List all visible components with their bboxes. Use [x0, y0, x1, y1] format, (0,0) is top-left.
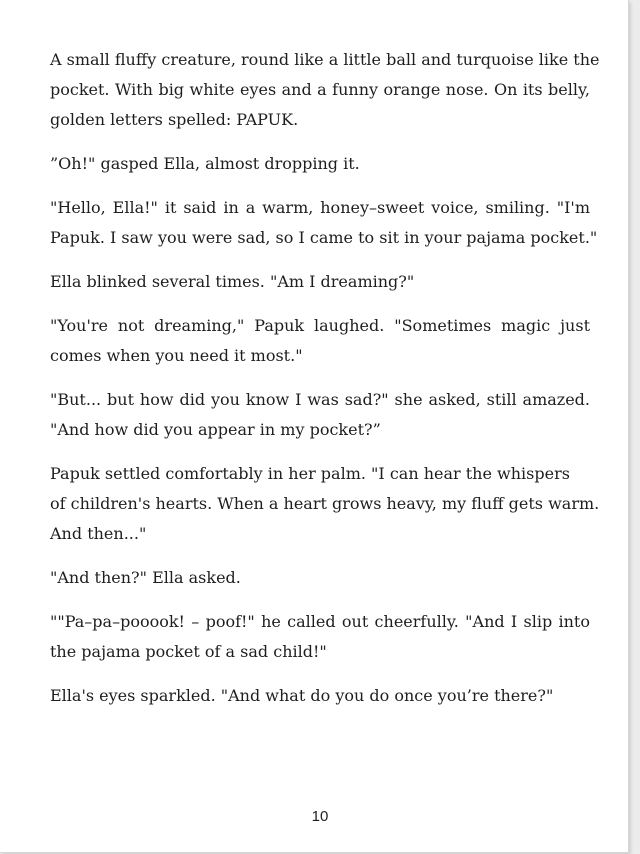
paragraph — [50, 193, 598, 253]
text-line: pocket. With big white eyes and a funny orange nose. On its belly, — [50, 80, 590, 99]
paragraph — [50, 267, 590, 297]
paragraph — [50, 563, 590, 593]
paragraph — [50, 459, 600, 549]
text-line: the pajama pocket of a sad child!" — [50, 642, 327, 661]
text-line: "And how did you appear in my pocket?” — [50, 420, 381, 439]
text-line: Papuk settled comfortably in her palm. "I can hear the whispers — [50, 464, 570, 483]
paragraph — [50, 607, 590, 667]
text-line: of children's hearts. When a heart grows heavy, my fluff gets warm. — [50, 494, 600, 513]
text-line: Ella blinked several times. "Am I dreaming?" — [50, 272, 415, 291]
text-line: And then..." — [50, 524, 147, 543]
text-line: "And then?" Ella asked. — [50, 568, 241, 587]
text-line: ”Oh!" gasped Ella, almost dropping it. — [50, 154, 360, 173]
story-text — [50, 45, 600, 725]
text-line: comes when you need it most." — [50, 346, 303, 365]
page-number: 10 — [311, 808, 329, 825]
paragraph — [50, 149, 590, 179]
text-line: Papuk. I saw you were sad, so I came to sit in your pajama pocket." — [50, 228, 598, 247]
text-line: Ella's eyes sparkled. "And what do you do once you’re there?" — [50, 686, 554, 705]
text-line: "You're not dreaming," Papuk laughed. "Sometimes magic just — [50, 316, 590, 335]
paragraph — [50, 45, 600, 135]
paragraph — [50, 385, 590, 445]
text-line: "Hello, Ella!" it said in a warm, honey–sweet voice, smiling. "I'm — [50, 198, 590, 217]
text-line: golden letters spelled: PAPUK. — [50, 110, 299, 129]
text-line: A small fluffy creature, round like a little ball and turquoise like the — [50, 50, 600, 69]
text-line: ""Pa–pa–pooook! – poof!" he called out cheerfully. "And I slip into — [50, 612, 590, 631]
text-line: "But... but how did you know I was sad?" she asked, still amazed. — [50, 390, 590, 409]
paragraph — [50, 681, 590, 711]
paragraph — [50, 311, 590, 371]
